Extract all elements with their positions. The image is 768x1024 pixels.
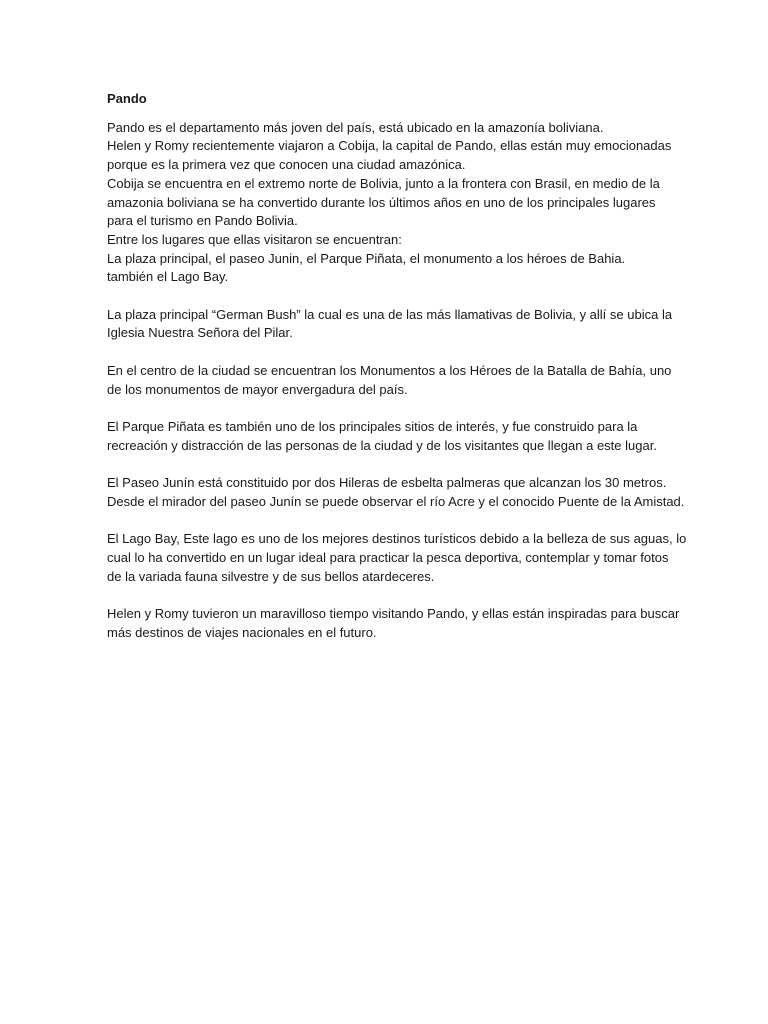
text-line: Helen y Romy tuvieron un maravilloso tiempo visitando Pando, y ellas están inspiradas para buscar — [107, 605, 680, 621]
text-line: Entre los lugares que ellas visitaron se encuentran: — [107, 231, 402, 247]
text-line: recreación y distracción de las personas de la ciudad y de los visitantes que llegan a este lugar. — [107, 437, 657, 453]
paragraph-plaza — [107, 306, 673, 343]
text-line: Pando es el departamento más joven del país, está ubicado en la amazonía boliviana. — [107, 119, 604, 135]
paragraph-parque — [107, 418, 667, 455]
text-line: El Paseo Junín está constituido por dos Hileras de esbelta palmeras que alcanzan los 30 metros. — [107, 475, 667, 490]
text-line: porque es la primera vez que conocen una ciudad amazónica. — [107, 157, 466, 173]
paragraph-paseo — [107, 474, 685, 511]
text-line: Cobija se encuentra en el extremo norte de Bolivia, junto a la frontera con Brasil, en medio de la — [107, 175, 660, 191]
text-line: también el Lago Bay. — [107, 269, 229, 285]
text-line: Iglesia Nuestra Señora del Pilar. — [107, 325, 293, 341]
text-line: Desde el mirador del paseo Junín se puede observar el río Acre y el conocido Puente de la Amistad. — [107, 493, 685, 509]
text-line: más destinos de viajes nacionales en el futuro. — [107, 624, 377, 640]
document-title: Pando — [107, 91, 147, 106]
text-line: amazonia boliviana se ha convertido durante los últimos años en uno de los principales lugares — [107, 194, 656, 210]
text-line: cual lo ha convertido en un lugar ideal para practicar la pesca deportiva, contemplar y tomar fotos — [107, 549, 669, 565]
text-line: de la variada fauna silvestre y de sus bellos atardeceres. — [107, 568, 435, 584]
paragraph-intro — [107, 119, 672, 287]
paragraph-conclusion — [107, 605, 680, 642]
text-line: El Lago Bay, Este lago es uno de los mejores destinos turísticos debido a la belleza de sus aguas, lo — [107, 531, 687, 547]
text-line: El Parque Piñata es también uno de los principales sitios de interés, y fue construido para la — [107, 418, 638, 434]
paragraph-lago — [107, 530, 687, 586]
paragraph-monumentos — [107, 362, 672, 399]
text-line: para el turismo en Pando Bolivia. — [107, 213, 298, 229]
text-line: La plaza principal, el paseo Junin, el Parque Piñata, el monumento a los héroes de Bahia. — [107, 250, 626, 266]
text-line: La plaza principal “German Bush” la cual es una de las más llamativas de Bolivia, y allí se ubica la — [107, 306, 673, 322]
text-line: de los monumentos de mayor envergadura del país. — [107, 381, 408, 397]
document-body — [107, 90, 687, 661]
text-line: Helen y Romy recientemente viajaron a Cobija, la capital de Pando, ellas están muy emocionadas — [107, 138, 672, 154]
text-line: En el centro de la ciudad se encuentran los Monumentos a los Héroes de la Batalla de Bahía, uno — [107, 362, 672, 378]
